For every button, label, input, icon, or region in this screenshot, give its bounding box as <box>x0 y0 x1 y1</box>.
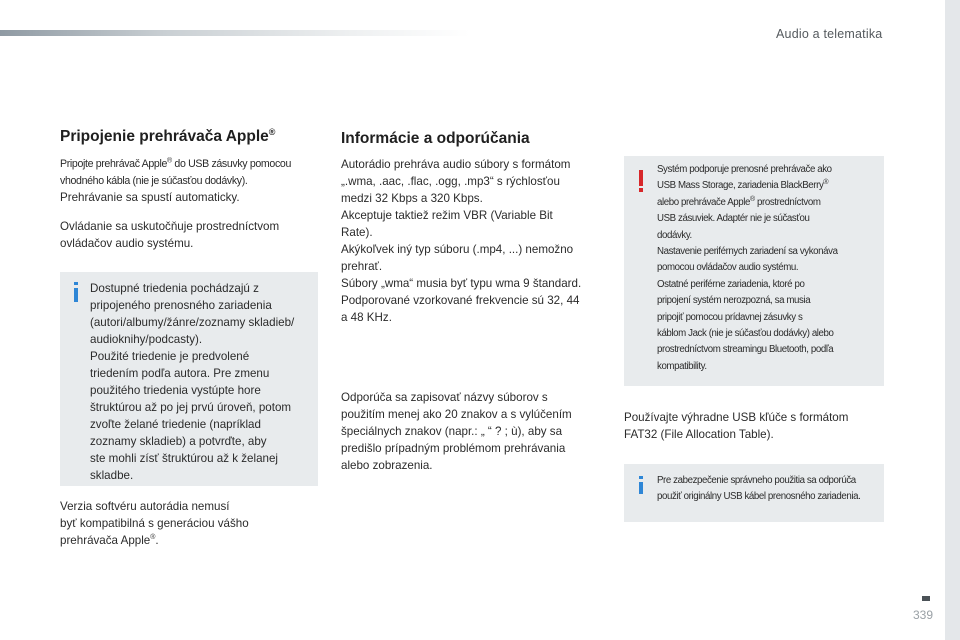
warning-icon <box>639 170 643 186</box>
formats-text: Autorádio prehráva audio súbory s formátom „.wma, .aac, .flac, .ogg, .mp3“ s rýchlosťou medzi 32 Kbps a 320 Kbps. Akceptuje taktiež režim VBR (Variable Bit Rate). Akýkoľvek iný typ súboru (.mp4, ...) nemožno prehrať. Súbory „wma“ musia byť typu wma 9 štandard. Podporované vzorkované frekvencie sú 32, 44 a 48 KHz. <box>341 158 582 324</box>
info-heading: Informácie a odporúčania <box>341 130 530 147</box>
apple-info-text: Dostupné triedenia pochádzajú z pripojeného prenosného zariadenia (autori/albumy/žánre/zoznamy skladieb/ audioknihy/podcasty). Použité triedenie je predvolené triedením podľa autora. Pre zmenu použitého triedenia vystúpte hore štruktúrou až po jej prvú úroveň, potom zvoľte želané triedenie (napríklad zoznamy skladieb) a potvrďte, aby ste mohli zísť štruktúrou až k želanej skladbe. <box>90 282 295 482</box>
apple-connect-text: Pripojte prehrávač Apple® do USB zásuvky pomocou vhodného kábla (nie je súčasťou dodávky). <box>60 157 291 187</box>
section-title: Audio a telematika <box>776 27 883 41</box>
usb-cable-info-text: Pre zabezpečenie správneho použitia sa odporúča použiť originálny USB kábel prenosného zariadenia. <box>657 475 861 503</box>
usb-format-text: Používajte výhradne USB kľúče s formátom FAT32 (File Allocation Table). <box>624 411 849 441</box>
warning-text: Systém podporuje prenosné prehrávače ako USB Mass Storage, zariadenia BlackBerry® alebo prehrávače Apple® prostredníctvom USB zásuviek. Adaptér nie je súčasťou dodávky. Nastavenie periférnych zariadení sa vykonáva pomocou ovládačov audio systému. Ostatné periférne zariadenia, ktoré po pripojení systém nerozpozná, sa musia pripojiť pomocou prídavnej zásuvky s káblom Jack (nie je súčasťou dodávky) alebo prostredníctvom streamingu Bluetooth, podľa kompatibility. <box>657 164 838 372</box>
apple-heading: Pripojenie prehrávača Apple® <box>60 127 276 146</box>
page-marker <box>922 596 930 601</box>
apple-compat-text: Verzia softvéru autorádia nemusí byť kompatibilná s generáciou vášho prehrávača Apple®. <box>60 500 249 547</box>
warning-box <box>624 156 884 386</box>
page-number: 339 <box>913 608 934 622</box>
apple-info-box <box>60 272 318 486</box>
info-icon <box>74 288 78 302</box>
info-icon <box>639 482 643 494</box>
header-gradient-bar <box>0 30 470 36</box>
apple-control-text: Ovládanie sa uskutočňuje prostredníctvom ovládačov audio systému. <box>60 220 280 250</box>
page-edge-strip <box>945 0 960 640</box>
filename-advice-text: Odporúča sa zapisovať názvy súborov s použitím menej ako 20 znakov a s vylúčením špeciálnych znakov (napr.: „ “ ? ; ù), aby sa predišlo prípadným problémom prehrávania alebo zobrazenia. <box>341 391 572 472</box>
apple-autoplay-text: Prehrávanie sa spustí automaticky. <box>60 191 240 204</box>
usb-cable-info-box <box>624 464 884 522</box>
